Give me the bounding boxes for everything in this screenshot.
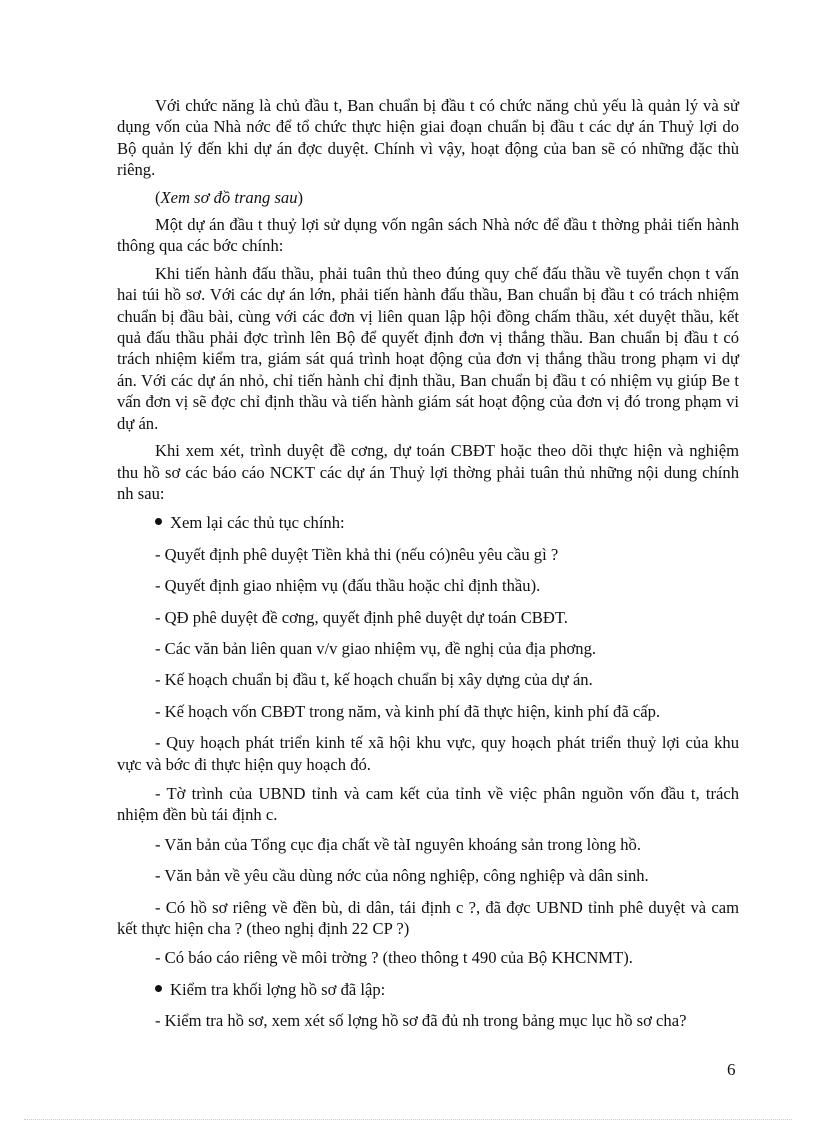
list-item: - Quyết định phê duyệt Tiền khả thi (nếu có)nêu yêu cầu gì ? [155, 544, 559, 564]
list-item: - Văn bản về yêu cầu dùng nớc của nông nghiệp, công nghiệp và dân sinh. [155, 866, 649, 886]
bullet-procedures-text: Xem lại các thủ tục chính: [170, 513, 345, 533]
list-item: - Có hồ sơ riêng về đền bù, di dân, tái định c ?, đã đợc UBND tỉnh phê duyệt và cam kết thực hiện cha ? (theo nghị định 22 CP ?) [117, 897, 739, 938]
paragraph-intro: Với chức năng là chủ đầu t, Ban chuẩn bị đầu t có chức năng chủ yếu là quản lý và sử dụng vốn của Nhà nớc để tổ chức thực hiện giai đoạn chuẩn bị đầu t các dự án Thuỷ lợi do Bộ quản lý đến khi dự án đợc duyệt. Chính vì vậy, hoạt động của ban sẽ có những đặc thù riêng. [117, 96, 739, 180]
paragraph-review: Khi xem xét, trình duyệt đề cơng, dự toán CBĐT hoặc theo dõi thực hiện và nghiệm thu hồ sơ các báo cáo NCKT các dự án Thuỷ lợi thờng phải tuân thủ những nội dung chính nh sau: [117, 441, 739, 503]
footer-divider [24, 1119, 792, 1120]
list-item: - Có báo cáo riêng về môi trờng ? (theo thông t 490 của Bộ KHCNMT). [155, 948, 633, 968]
bullet-icon [155, 985, 162, 992]
list-item: - Quy hoạch phát triển kinh tế xã hội khu vực, quy hoạch phát triển thuỷ lợi của khu vực và bớc đi thực hiện quy hoạch đó. [117, 733, 739, 774]
page-number: 6 [727, 1060, 736, 1079]
bullet-procedures [155, 512, 739, 533]
note-open-paren: ( [155, 187, 161, 207]
bullet-icon [155, 518, 162, 525]
list-item: - Tờ trình của UBND tỉnh và cam kết của tỉnh về việc phân nguồn vốn đầu t, trách nhiệm đền bù tái định c. [117, 783, 739, 825]
paragraph-bidding: Khi tiến hành đấu thầu, phải tuân thủ theo đúng quy chế đấu thầu về tuyển chọn t vấn hai túi hồ sơ. Với các dự án lớn, phải tiến hành đấu thầu, Ban chuẩn bị đầu t có trách nhiệm chuẩn bị đầu bài, cùng với các đơn vị liên quan lập hội đồng chấm thầu, xét duyệt thầu, kết quả đấu thầu phải đợc trình lên Bộ để quyết định đơn vị thắng thầu. Ban chuẩn bị đầu t có trách nhiệm kiểm tra, giám sát quá trình hoạt động của đơn vị thắng thầu trong phạm vi dự án. Với các dự án nhỏ, chỉ tiến hành chỉ định thầu, Ban chuẩn bị đầu t có nhiệm vụ giúp Be t vấn đơn vị sẽ đợc chỉ định thầu và tiến hành giám sát hoạt động của đơn vị đó trong phạm vi dự án. [117, 263, 739, 433]
list-item: - Văn bản của Tổng cục địa chất về tàI nguyên khoáng sản trong lòng hồ. [155, 834, 641, 854]
note-text: Xem sơ đồ trang sau [160, 187, 298, 207]
list-item: - Kế hoạch chuẩn bị đầu t, kế hoạch chuẩn bị xây dựng của dự án. [155, 670, 593, 690]
paragraph-steps: Một dự án đầu t thuỷ lợi sử dụng vốn ngân sách Nhà nớc để đầu t thờng phải tiến hành thông qua các bớc chính: [117, 215, 739, 256]
bullet-volume-check-text: Kiểm tra khối lợng hồ sơ đã lập: [170, 979, 386, 999]
note-close-paren: ) [297, 187, 304, 207]
bullet-volume-check [155, 979, 739, 1000]
list-item: - Kiểm tra hồ sơ, xem xét số lợng hồ sơ đã đủ nh trong bảng mục lục hồ sơ cha? [155, 1011, 687, 1031]
list-item: - QĐ phê duyệt đề cơng, quyết định phê duyệt dự toán CBĐT. [155, 607, 568, 627]
list-item: - Kế hoạch vốn CBĐT trong năm, và kinh phí đã thực hiện, kinh phí đã cấp. [155, 701, 661, 721]
list-item: - Quyết định giao nhiệm vụ (đấu thầu hoặc chỉ định thầu). [155, 576, 541, 596]
diagram-note [117, 187, 739, 208]
list-item: - Các văn bản liên quan v/v giao nhiệm vụ, đề nghị của địa phơng. [155, 638, 597, 658]
document-page [117, 95, 739, 1042]
